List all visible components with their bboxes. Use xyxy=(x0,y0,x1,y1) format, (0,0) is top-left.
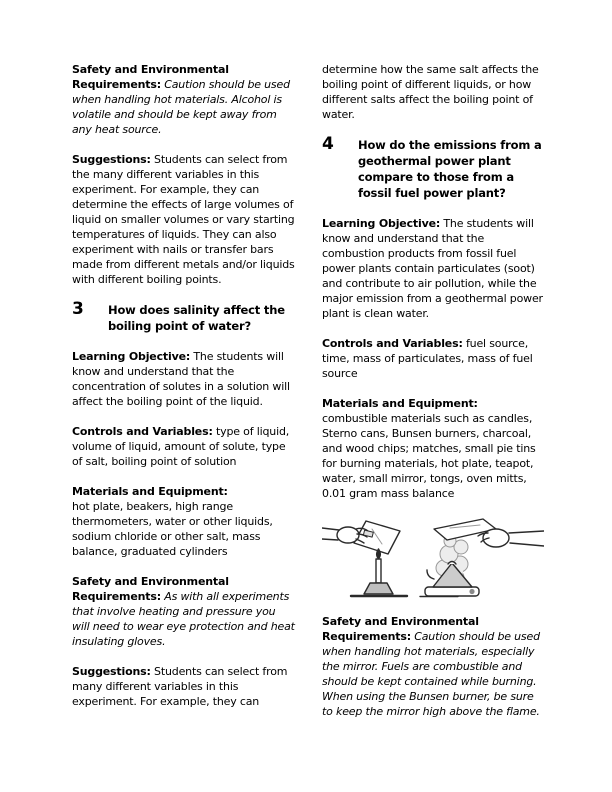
question-3-heading xyxy=(72,299,296,334)
para-learning-objective-3 xyxy=(72,349,296,409)
para-suggestions-3 xyxy=(72,664,296,709)
left-column xyxy=(72,62,296,724)
para-safety-requirements-3 xyxy=(72,574,296,649)
para-label: Materials and Equipment: xyxy=(322,397,478,410)
hand-with-mirror-left-icon xyxy=(322,521,400,554)
right-column xyxy=(322,62,546,734)
para-body: Caution should be used when handling hot materials, especially the mirror. Fuels are combustible and should be kept contained while burning. When using the Bunsen burner, be sure to keep the mirror high above the flame. xyxy=(322,630,540,718)
para-label: Learning Objective: xyxy=(322,217,441,230)
teapot-hotplate-icon xyxy=(420,562,479,597)
para-body: The students will know and understand that the combustion products from fossil fuel power plants contain particulates (soot) and contribute to air pollution, while the major emission from a geothermal power plant is clean water. xyxy=(322,217,543,320)
para-label: Suggestions: xyxy=(72,665,151,678)
para-safety-requirements-4 xyxy=(322,614,546,719)
para-safety-requirements-1 xyxy=(72,62,296,137)
para-body: Caution should be used when handling hot materials. Alcohol is volatile and should be kept away from any heat source. xyxy=(72,78,290,136)
para-body: type of liquid, volume of liquid, amount of solute, type of salt, boiling point of solution xyxy=(72,425,290,468)
para-label: Controls and Variables: xyxy=(72,425,213,438)
para-body: fuel source, time, mass of particulates, mass of fuel source xyxy=(322,337,533,380)
question-title: How do the emissions from a geothermal power plant compare to those from a fossil fuel power plant? xyxy=(358,138,542,200)
para-controls-variables-3 xyxy=(72,424,296,469)
question-title: How does salinity affect the boiling point of water? xyxy=(108,303,285,333)
question-number: 4 xyxy=(322,134,334,154)
para-label: Materials and Equipment: xyxy=(72,485,228,498)
para-label: Controls and Variables: xyxy=(322,337,463,350)
para-body: The students will know and understand that the concentration of solutes in a solution will affect the boiling point of the liquid. xyxy=(72,350,290,408)
para-label: Safety and Environmental Requirements: xyxy=(72,575,229,603)
para-suggestions-1 xyxy=(72,152,296,287)
experiment-illustration xyxy=(322,516,544,608)
para-body: hot plate, beakers, high range thermometers, water or other liquids, sodium chloride or other salt, mass balance, graduated cylinders xyxy=(72,500,273,558)
para-body: combustible materials such as candles, Sterno cans, Bunsen burners, charcoal, and wood chips; matches, small pie tins for burning materials, hot plate, teapot, water, small mirror, tongs, oven mitts, 0.01 gram mass balance xyxy=(322,412,536,500)
question-number: 3 xyxy=(72,299,84,319)
para-controls-variables-4 xyxy=(322,336,546,381)
bunsen-burner-icon xyxy=(351,549,407,596)
question-4-heading xyxy=(322,134,546,201)
para-label: Suggestions: xyxy=(72,153,151,166)
para-continuation xyxy=(322,62,546,122)
para-label: Safety and Environmental Requirements: xyxy=(322,615,479,643)
para-body: Students can select from many different variables in this experiment. For example, they can xyxy=(72,665,288,708)
para-body: determine how the same salt affects the boiling point of different liquids, or how different salts affect the boiling point of water. xyxy=(322,63,539,121)
para-materials-equipment-4 xyxy=(322,396,546,501)
para-label: Safety and Environmental Requirements: xyxy=(72,63,229,91)
para-body: As with all experiments that involve heating and pressure you will need to wear eye protection and heat insulating gloves. xyxy=(72,590,295,648)
para-learning-objective-4 xyxy=(322,216,546,321)
para-body: Students can select from the many different variables in this experiment. For example, they can determine the effects of large volumes of liquid on smaller volumes or vary starting temperatures of liquids. They can also experiment with nails or transfer bars made from different metals and/or liquids with different boiling points. xyxy=(72,153,295,286)
para-materials-equipment-3 xyxy=(72,484,296,559)
para-label: Learning Objective: xyxy=(72,350,191,363)
